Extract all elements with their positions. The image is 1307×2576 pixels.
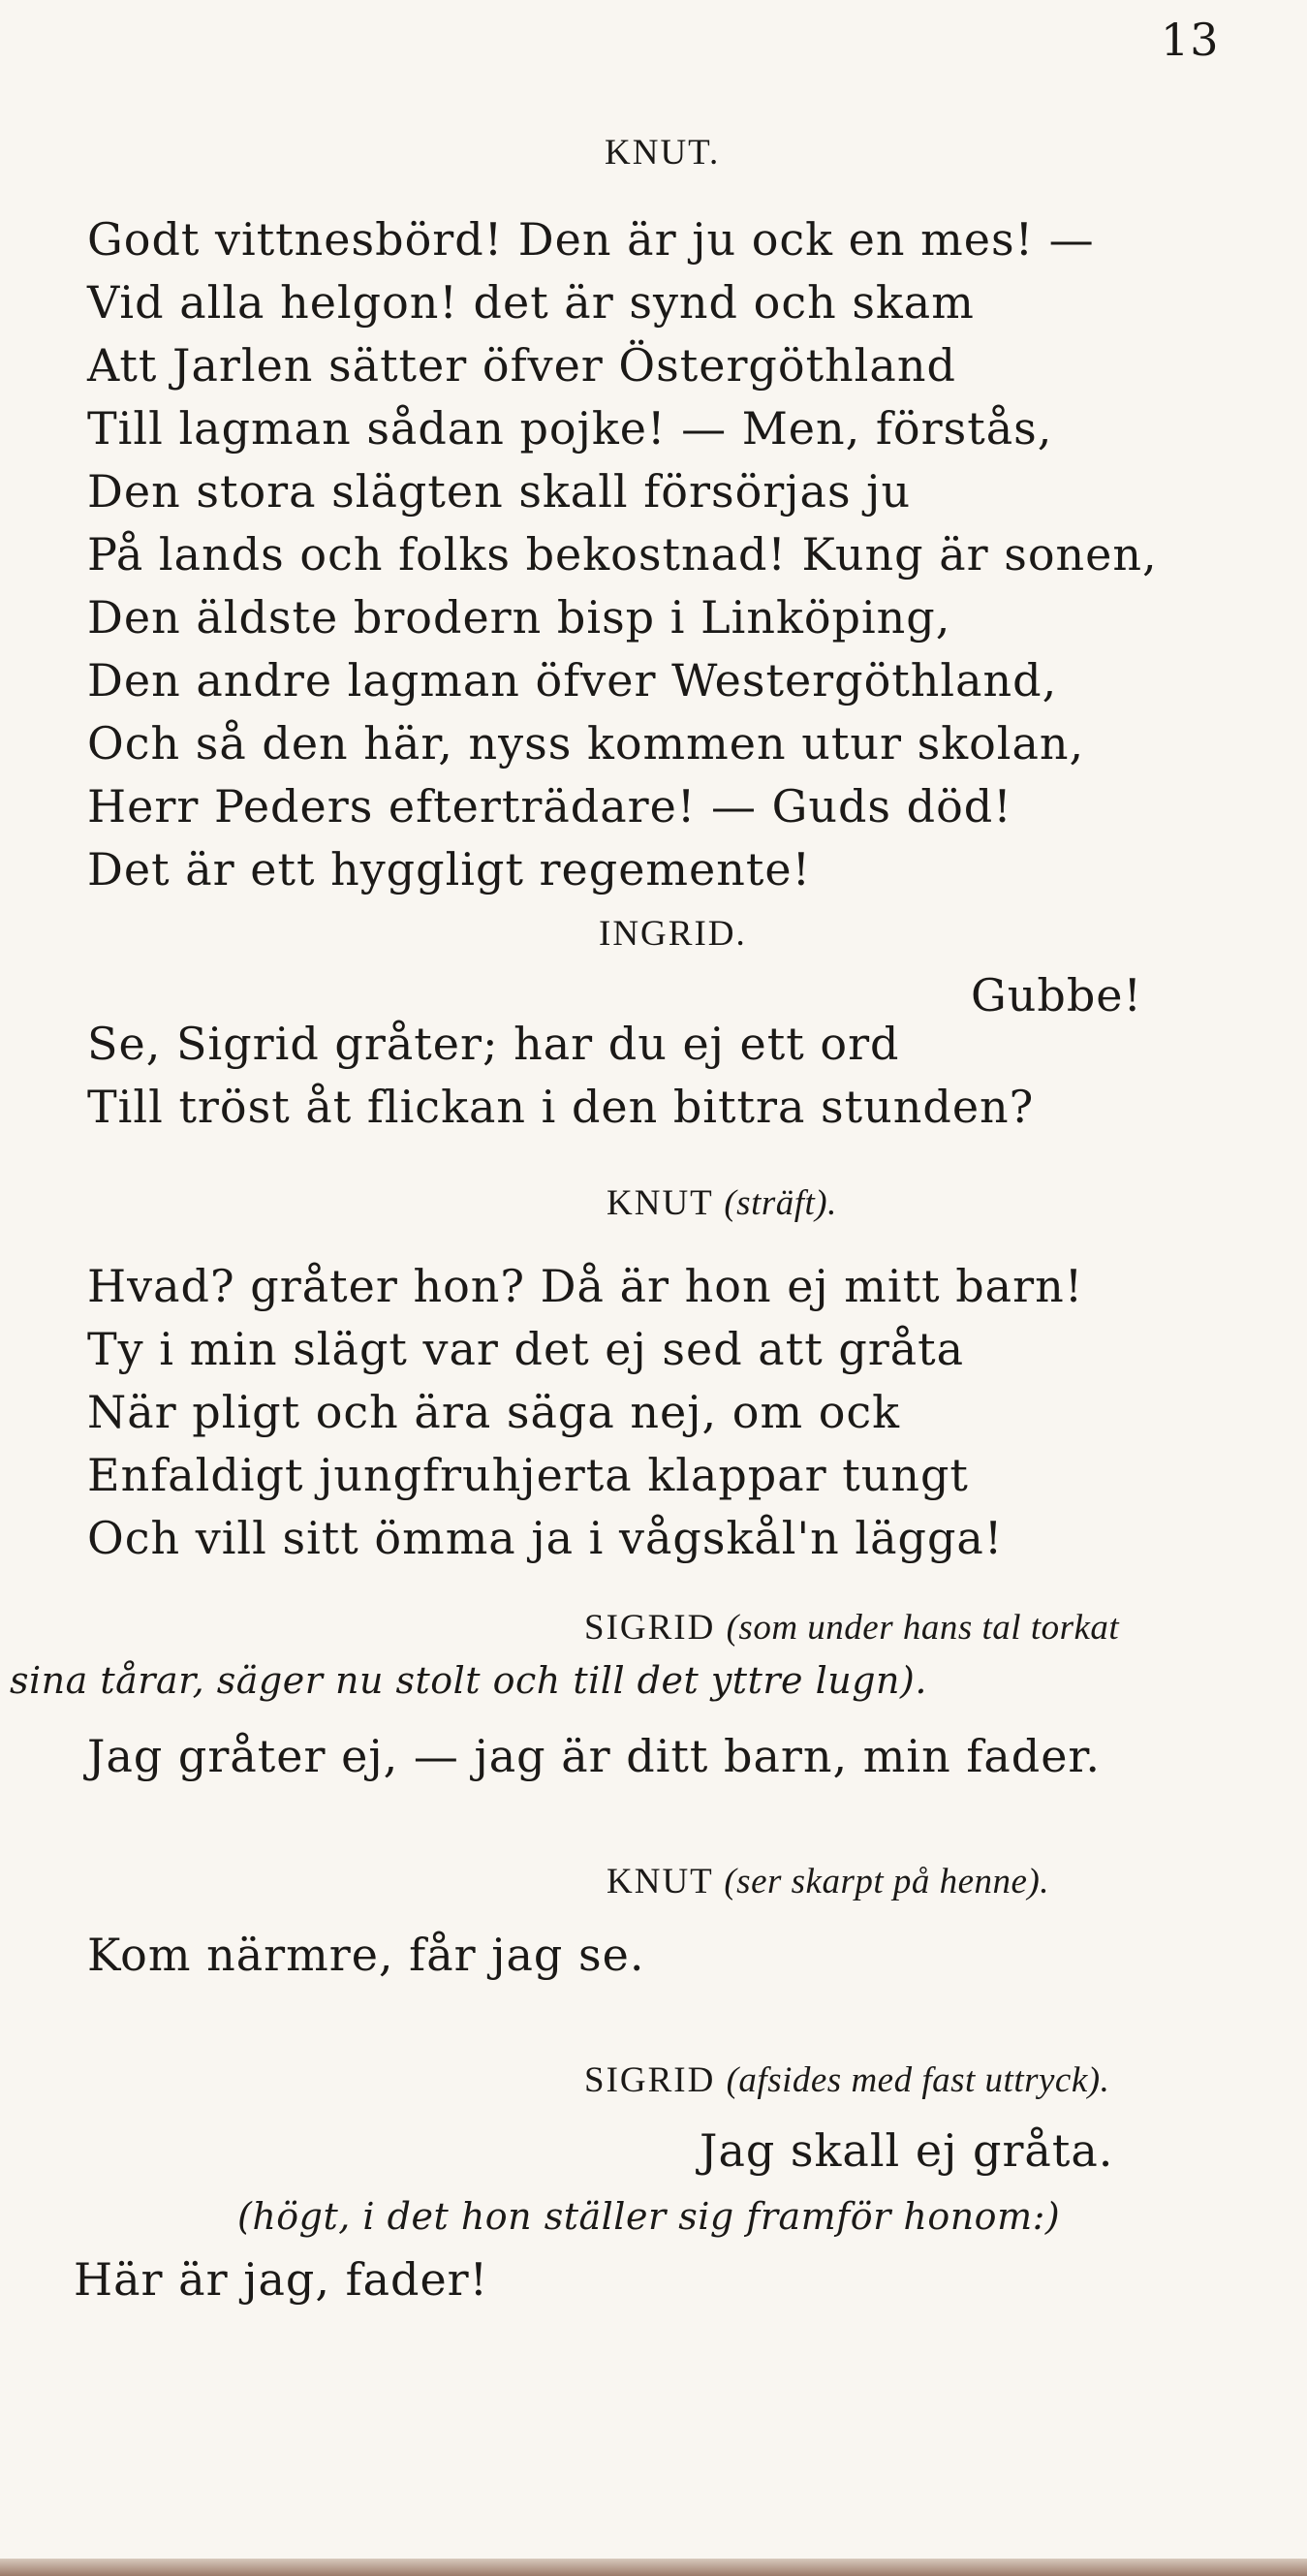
verse-line: Vid alla helgon! det är synd och skam: [87, 276, 975, 329]
verse-line: Här är jag, fader!: [74, 2253, 489, 2306]
verse-line: Gubbe!: [971, 969, 1142, 1021]
speaker-sigrid: [584, 1607, 1119, 1649]
stage-direction: (sträft).: [724, 1183, 837, 1223]
speaker-name: SIGRID: [584, 1608, 716, 1648]
verse-line: Till tröst åt flickan i den bittra stunden?: [87, 1081, 1035, 1133]
speaker-ingrid: INGRID.: [599, 914, 747, 954]
verse-line: Det är ett hyggligt regemente!: [87, 843, 812, 895]
verse-line: Ty i min slägt var det ej sed att gråta: [87, 1323, 965, 1375]
verse-line: Hvad? gråter hon? Då är hon ej mitt barn!: [87, 1260, 1084, 1312]
stage-direction: (afsides med fast uttryck).: [726, 2060, 1110, 2100]
verse-line: Kom närmre, får jag se.: [87, 1929, 645, 1981]
speaker-name: SIGRID: [584, 2060, 716, 2100]
page-edge: [0, 2559, 1307, 2576]
verse-line: Enfaldigt jungfruhjerta klappar tungt: [87, 1449, 969, 1501]
speaker-knut: [607, 1861, 1049, 1902]
verse-line: Jag gråter ej, — jag är ditt barn, min fader.: [87, 1730, 1101, 1782]
speaker-knut: [607, 1182, 837, 1224]
verse-line: Jag skall ej gråta.: [700, 2124, 1114, 2177]
verse-line: På lands och folks bekostnad! Kung är sonen,: [87, 528, 1158, 581]
verse-line: Till lagman sådan pojke! — Men, förstås,: [87, 402, 1053, 455]
stage-direction: (som under hans tal torkat: [726, 1608, 1120, 1648]
speaker-sigrid: [584, 2059, 1109, 2101]
verse-line: Herr Peders efterträdare! — Guds död!: [87, 780, 1012, 832]
verse-line: Att Jarlen sätter öfver Östergöthland: [87, 339, 956, 392]
verse-line: Godt vittnesbörd! Den är ju ock en mes! —: [87, 213, 1095, 266]
verse-line: Och vill sitt ömma ja i vågskål'n lägga!: [87, 1512, 1004, 1564]
verse-line: Den andre lagman öfver Westergöthland,: [87, 654, 1058, 707]
verse-line: När pligt och ära säga nej, om ock: [87, 1386, 901, 1438]
speaker-name: KNUT: [607, 1183, 714, 1223]
verse-line: Den äldste brodern bisp i Linköping,: [87, 591, 951, 644]
verse-line: Se, Sigrid gråter; har du ej ett ord: [87, 1018, 900, 1070]
stage-direction: (högt, i det hon ställer sig framför honom:): [237, 2195, 1061, 2238]
stage-direction: (ser skarpt på henne).: [724, 1862, 1050, 1901]
page-number: 13: [1161, 14, 1220, 66]
verse-line: Och så den här, nyss kommen utur skolan,: [87, 717, 1085, 770]
verse-line: Den stora slägten skall försörjas ju: [87, 465, 912, 518]
speaker-knut: KNUT.: [605, 133, 721, 173]
stage-direction-continued: sina tårar, säger nu stolt och till det yttre lugn).: [10, 1659, 927, 1702]
speaker-name: KNUT: [607, 1862, 714, 1901]
